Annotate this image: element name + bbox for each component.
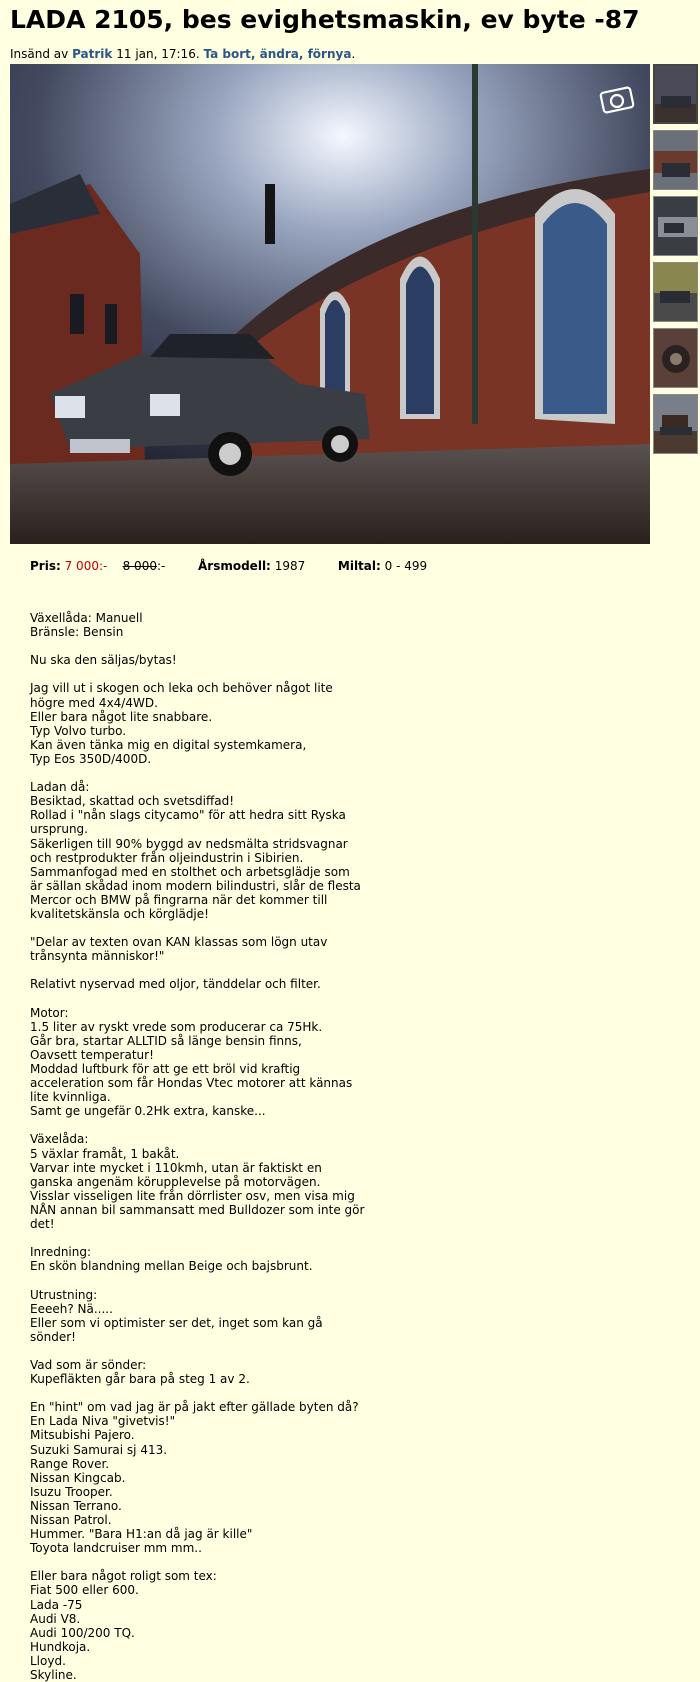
mileage-label: Miltal:	[337, 559, 381, 573]
main-photo[interactable]	[10, 64, 650, 544]
mileage-value: 0 - 499	[384, 559, 428, 573]
ad-facts	[30, 558, 427, 574]
price-value: 7 000:-	[64, 559, 108, 573]
thumbnail[interactable]	[653, 64, 698, 124]
old-price-suffix: :-	[156, 559, 166, 573]
thumbnail[interactable]	[653, 328, 698, 388]
actions-suffix: .	[351, 47, 356, 61]
old-price: 8 000	[122, 559, 157, 573]
thumbnail[interactable]	[653, 262, 698, 322]
edit-actions-link[interactable]: Ta bort, ändra, förnya	[203, 47, 352, 61]
ad-description: Växellåda: Manuell Bränsle: Bensin Nu ska den säljas/bytas! Jag vill ut i skogen och leka och behöver något lite högre med 4x4/4WD. Eller bara något lite snabbare. Typ Volvo turbo. Kan även tänka mig en digital systemkamera, Typ Eos 350D/400D. Ladan då: Besiktad, skattad och svetsdiffad! Rollad i "nån slags citycamo" för att hedra sitt Ryska ursprung. Säkerligen till 90% byggd av nedsmälta stridsvagnar och restprodukter från oljeindustrin i Sibirien. Sammanfogad med en stolthet och arbetsglädje som är sällan skådad inom modern bilindustri, slår de flesta Mercor och BMW på fingrarna när det kommer till kvalitetskänsla och körglädje! "Delar av texten ovan KAN klassas som lögn utav trånsynta människor!" Relativt nyservad med oljor, tänddelar och filter. Motor: 1.5 liter av ryskt vrede som producerar ca 75Hk. Går bra, startar ALLTID så länge bensin finns, Oavsett temperatur! Moddad luftburk för att ge ett bröl vid kraftig acceleration som får Hondas Vtec motorer att kännas lite kvinnliga. Samt ge ungefär 0.2Hk extra, kanske... Växelåda: 5 växlar framåt, 1 bakåt. Varvar inte mycket i 110kmh, utan är faktiskt en ganska angenäm körupplevelse på motorvägen. Visslar visseligen lite från dörrlister osv, men visa mig NÅN annan bil sammansatt med Bulldozer som inte gör det! Inredning: En skön blandning mellan Beige och bajsbrunt. Utrustning: Eeeeh? Nä..... Eller som vi optimister ser det, inget som kan gå sönder! Vad som är sönder: Kupefläkten går bara på steg 1 av 2. En "hint" om vad jag är på jakt efter gällade byten då? En Lada Niva "givetvis!" Mitsubishi Pajero. Suzuki Samurai sj 413. Range Rover. Nissan Kingcab. Isuzu Trooper. Nissan Terrano. Nissan Patrol. Hummer. "Bara H1:an då jag är kille" Toyota landcruiser mm mm.. Eller bara något roligt som tex: Fiat 500 eller 600. Lada -75 Audi V8. Audi 100/200 TQ. Hundkoja. Lloyd. Skyline.	[30, 611, 365, 1682]
posted-date: 11 jan, 17:16.	[116, 47, 200, 61]
price-label: Pris:	[30, 559, 61, 573]
main-photo-image	[10, 64, 650, 544]
ad-title: LADA 2105, bes evighetsmaskin, ev byte -87	[10, 5, 640, 34]
year-value: 1987	[274, 559, 306, 573]
year-label: Årsmodell:	[198, 559, 271, 573]
thumbnail[interactable]	[653, 196, 698, 256]
posted-prefix: Insänd av	[10, 47, 69, 61]
ad-meta	[10, 46, 355, 62]
author-link[interactable]: Patrik	[72, 47, 113, 61]
thumbnail[interactable]	[653, 394, 698, 454]
thumbnail[interactable]	[653, 130, 698, 190]
thumbnail-strip	[653, 64, 700, 460]
